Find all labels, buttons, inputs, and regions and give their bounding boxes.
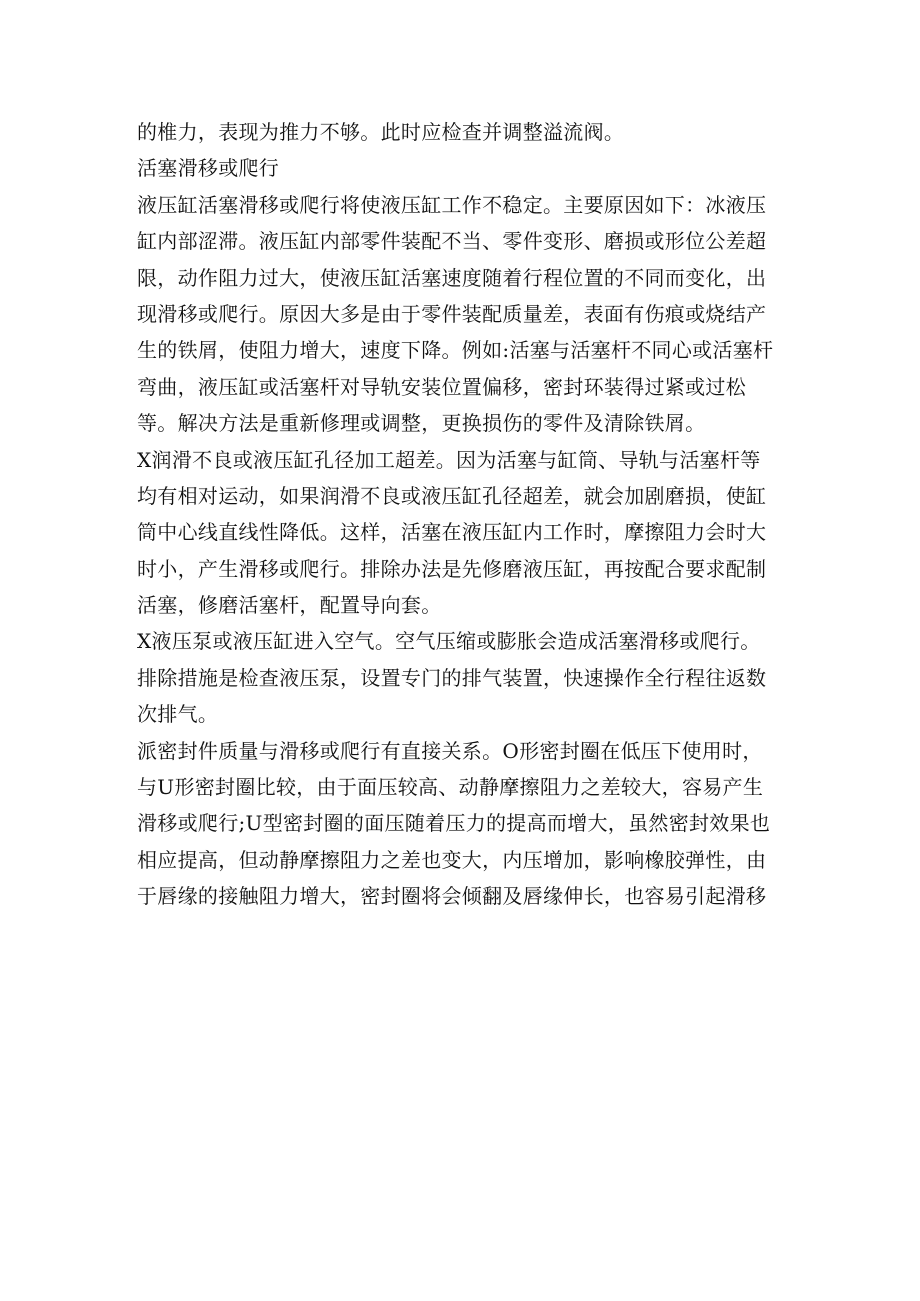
text-line-19: 与U形密封圈比较，由于面压较高、动静摩擦阻力之差较大，容易产生 xyxy=(137,775,764,800)
text-line-21: 相应提高，但动静摩擦阻力之差也变大，内压增加，影响橡胶弹性，由 xyxy=(137,847,767,872)
text-line-5: 限，动作阻力过大，使液压缸活塞速度随着行程位置的不同而变化，出 xyxy=(137,265,767,290)
text-line-15: X液压泵或液压缸进入空气。空气压缩或膨胀会造成活塞滑移或爬行。 xyxy=(137,629,761,654)
text-line-8: 弯曲，液压缸或活塞杆对导轨安装位置偏移，密封环装得过紧或过松 xyxy=(137,374,746,399)
text-line-1: 的椎力，表现为推力不够。此时应检查并调整溢流阀。 xyxy=(137,120,625,144)
text-line-6: 现滑移或爬行。原因大多是由于零件装配质量差，表面有伤痕或烧结产 xyxy=(137,301,767,326)
text-line-7: 生的铁屑，使阻力增大，速度下降。例如:活塞与活塞杆不同心或活塞杆 xyxy=(137,338,774,363)
text-line-17: 次排气。 xyxy=(137,702,219,727)
text-line-9: 等。解决方法是重新修理或调整，更换损伤的零件及清除铁屑。 xyxy=(137,411,706,436)
text-line-11: 均有相对运动，如果润滑不良或液压缸孔径超差，就会加剧磨损，使缸 xyxy=(137,483,767,508)
section-heading: 活塞滑移或爬行 xyxy=(137,156,280,181)
text-line-4: 缸内部涩滞。液压缸内部零件装配不当、零件变形、磨损或形位公差超 xyxy=(137,229,767,254)
text-line-20: 滑移或爬行;U型密封圈的面压随着压力的提高而增大，虽然密封效果也 xyxy=(137,811,771,836)
text-line-22: 于唇缘的接触阻力增大，密封圈将会倾翻及唇缘伸长，也容易引起滑移 xyxy=(137,884,767,909)
text-line-3: 液压缸活塞滑移或爬行将使液压缸工作不稳定。主要原因如下：冰液压 xyxy=(137,192,767,217)
document-body xyxy=(137,114,777,915)
text-line-13: 时小，产生滑移或爬行。排除办法是先修磨液压缸，再按配合要求配制 xyxy=(137,556,767,581)
text-line-10: X润滑不良或液压缸孔径加工超差。因为活塞与缸筒、导轨与活塞杆等 xyxy=(137,447,761,472)
text-line-16: 排除措施是检查液压泵，设置专门的排气装置，快速操作全行程往返数 xyxy=(137,665,767,690)
text-line-12: 筒中心线直线性降低。这样，活塞在液压缸内工作时，摩擦阻力会时大 xyxy=(137,520,767,545)
text-line-18: 派密封件质量与滑移或爬行有直接关系。O形密封圈在低压下使用时， xyxy=(137,738,763,763)
text-line-14: 活塞，修磨活塞杆，配置导向套。 xyxy=(137,593,442,618)
